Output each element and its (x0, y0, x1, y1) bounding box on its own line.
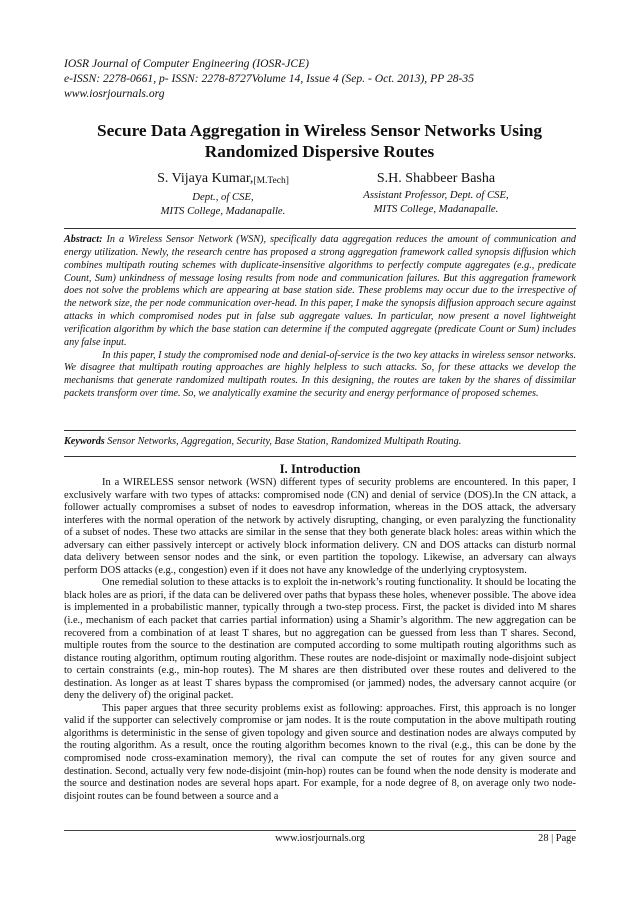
paper-title (64, 120, 575, 162)
abstract-label: Abstract: (64, 234, 103, 245)
abstract-paragraph: In this paper, I study the compromised node and denial-of-service is the two key attacks in wireless sensor networks. We disagree that multipath routing approaches are highly helpless to such attacks. So, for these attacks we develop the mechanisms that generate randomized multipath routes. In this designing, the routes are taken by the shares of dissimilar packets transform over time. So, we analytically examine the security and energy performance of proposed schemes. (64, 349, 576, 400)
abstract-text: In a Wireless Sensor Network (WSN), specifically data aggregation reduces the amount of communication and energy utilization. Newly, the research centre has proposed a strong aggregation framework called synopsis diffusion which combines multipath routing schemes with duplicate-insensitive algorithms to perfectly compute aggregates (e.g., predicate Count, Sum) unkindness of message losing results from node and communication failures. But this aggregation framework does not solve the problems which are appearing at base station side. These problems may occur due to the irrespective of the network size, the per node communication over-head. In this paper, I make the synopsis diffusion approach secure against attacks in which compromised nodes put in false sub aggregate values. In particular, now present a novel lightweight verification algorithm by which the base station can determine if the computed aggregate (predicate Count or Sum) includes any false input. (64, 234, 577, 348)
footer-rule (64, 830, 576, 831)
author-name-text: S. Vijaya Kumar, (157, 171, 254, 186)
author-block (103, 170, 343, 218)
keywords-label: Keywords (64, 436, 105, 447)
author-name-text: S.H. Shabbeer Basha (376, 171, 496, 186)
paper-title-line-1: Secure Data Aggregation in Wireless Sensor Networks Using (97, 121, 542, 140)
author-name (103, 170, 343, 190)
author-suffix: [M.Tech] (253, 176, 289, 186)
journal-website: www.iosrjournals.org (64, 87, 165, 100)
section-body (64, 477, 576, 803)
journal-name: IOSR Journal of Computer Engineering (IOSR-JCE) (64, 57, 310, 70)
paper-title-line-2: Randomized Dispersive Routes (204, 142, 435, 161)
author-block (316, 170, 556, 216)
author-name (316, 170, 556, 188)
divider-rule (64, 430, 576, 431)
author-affiliation-college: MITS College, Madanapalle. (160, 205, 286, 217)
divider-rule (64, 228, 576, 229)
body-paragraph: One remedial solution to these attacks is to exploit the in-network’s routing functionality. It should be locating the black holes are as priori, if the data can be delivered over paths that bypass these holes, whenever possible. The above idea is implemented in a probabilistic manner, typically through a two-step process. First, the packet is divided into M shares (i.e., mechanism of each packet that carries partial information) using a Shamir’s algorithm. The new aggregation can be recovered from a combination of at least T shares, but no aggregation can be guessed from less than T shares. Second, multiple routes from the source to the destination are computed according to some multipath routing algorithms such as distance routing algorithm, optimum routing algorithm. These routes are node-disjoint or maximally node-disjoint subject to certain constraints (e.g., min-hop routes). The M shares are then distributed over these routes and delivered to the destination. As longer as at least T shares bypass the compromised (or jammed) nodes, the adversary cannot acquire (or deny the delivery of) the original packet. (64, 577, 576, 702)
author-affiliation-dept: Dept., of CSE, (192, 191, 254, 203)
divider-rule (64, 456, 576, 457)
body-paragraph: This paper argues that three security problems exist as following: approaches. First, this approach is no longer valid if the supporter can selectively compromise or jam nodes. It is the route computation in the above multipath routing algorithms is deterministic in the sense of given topology and given source and destination nodes are always computed by the routing algorithm. As a result, once the routing algorithm becomes known to the rival (e.g., this can be done by the compromised node cross-examination memory), the rival can compute the set of routes for any given source and destination. Second, actually very few node-disjoint (min-hop) routes can be found when the node density is moderate and the source and destination nodes are several hops apart. For example, for a node degree of 8, on average only two node-disjoint routes can be found between a source and a (64, 702, 576, 802)
page-number: 28 | Page (538, 833, 576, 844)
keywords (64, 435, 576, 448)
abstract (64, 234, 576, 401)
journal-header (64, 56, 584, 101)
body-paragraph: In a WIRELESS sensor network (WSN) different types of security problems are encountered. In this paper, I exclusively warfare with two types of attacks: compromised node (CN) and denial of service (DOS).In the CN attack, a follower actually compromises a subset of nodes to eavesdrop information, whereas in the DOS attack, the adversary interferes with the normal operation of the network by actively disrupting, changing, or even paralyzing the functionality of a subset of nodes. These two attacks are similar in the sense that they both generate black holes: areas within which the adversary can either passively intercept or actively block information delivery. CN and DOS attacks can disturb normal data delivery between sensor nodes and the sink, or even partition the topology. Likewise, an adversary can always perform DOS attacks (e.g., congestion) even if it does not have any knowledge of the underlying cryptosystem. (64, 477, 576, 576)
keywords-text: Sensor Networks, Aggregation, Security, Base Station, Randomized Multipath Routing. (104, 436, 462, 447)
author-affiliation-college: MITS College, Madanapalle. (373, 203, 499, 215)
author-affiliation-dept: Assistant Professor, Dept. of CSE, (363, 189, 509, 201)
journal-issn: e-ISSN: 2278-0661, p- ISSN: 2278-8727Volume 14, Issue 4 (Sep. - Oct. 2013), PP 28-35 (64, 72, 475, 85)
footer-url: www.iosrjournals.org (275, 833, 365, 844)
abstract-paragraph (64, 234, 576, 350)
section-heading: I. Introduction (279, 462, 361, 476)
